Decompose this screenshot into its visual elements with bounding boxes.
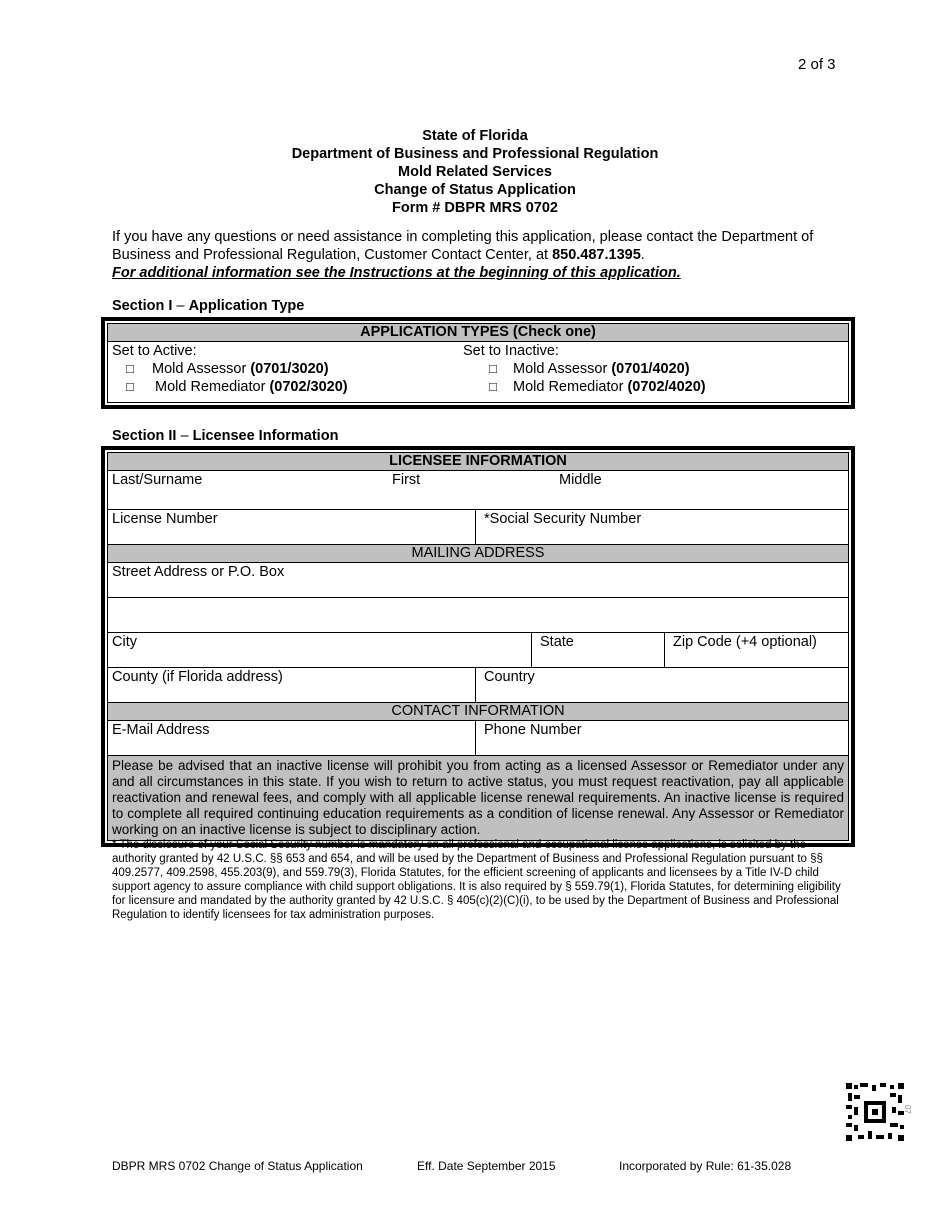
instructions-note: For additional information see the Instructions at the beginning of this application. xyxy=(112,265,681,281)
mailing-address-header: MAILING ADDRESS xyxy=(108,545,848,563)
license-number-field[interactable]: License Number xyxy=(112,511,218,527)
checkbox-icon[interactable]: □ xyxy=(489,379,497,394)
inactive-license-notice: Please be advised that an inactive license will prohibit you from acting as a licensed Assessor or Remediator under any and all circumstances in this state. If you wish to return to active status, you must request reactivation, pay all applicable reactivation and renewal fees, and comply with all applicable license renewal requirements. An inactive license is required to complete all required continuing education requirements as a condition of license renewal. Any Assessor or Remediator working on an inactive license is subject to disciplinary action. xyxy=(108,756,848,840)
country-field[interactable]: Country xyxy=(475,668,848,702)
county-field[interactable]: County (if Florida address) xyxy=(112,669,283,685)
county-row xyxy=(108,668,848,703)
license-row xyxy=(108,510,848,545)
street-row-2 xyxy=(108,598,848,633)
city-row xyxy=(108,633,848,668)
contact-row xyxy=(108,721,848,756)
intro-text: If you have any questions or need assistance in completing this application, please contact the Department of Business and Professional Regulation, Customer Contact Center, at xyxy=(112,229,814,263)
inactive-column xyxy=(463,342,706,396)
option-assessor-inactive[interactable]: □ Mold Assessor (0701/4020) xyxy=(489,361,690,377)
state-field[interactable]: State xyxy=(531,633,664,667)
form-header xyxy=(0,127,950,217)
section2-title: Section II – Licensee Information xyxy=(112,428,339,444)
barcode-number: 07 xyxy=(902,1105,912,1114)
set-inactive-label: Set to Inactive: xyxy=(463,343,559,359)
intro-paragraph xyxy=(112,228,842,282)
ssn-disclosure-footnote: * The disclosure of your Social Security number is mandatory on all professional and occupational license applications, is solicited by the authority granted by 42 U.S.C. §§ 653 and 654, and will be used by the Department of Business and Professional Regulation pursuant to §§ 409.2577, 409.2598, 455.203(9), and 559.79(3), Florida Statutes, for the efficient screening of applicants and licensees by a Title IV-D child support agency to assure compliance with child support obligations. It is also required by § 559.79(1), Florida Statutes, for determining eligibility for licensure and mandated by the authority granted by 42 U.S.C. § 405(c)(2)(C)(i), to be used by the Department of Business and Professional Regulation to identify licensees for tax administration purposes. xyxy=(112,839,841,921)
barcode-icon xyxy=(846,1083,904,1141)
name-row[interactable] xyxy=(108,471,848,510)
middle-name-field[interactable]: Middle xyxy=(559,472,602,488)
contact-information-header: CONTACT INFORMATION xyxy=(108,703,848,721)
city-field[interactable]: City xyxy=(112,634,137,650)
checkbox-icon[interactable]: □ xyxy=(126,379,134,394)
contact-phone: 850.487.1395 xyxy=(552,247,641,263)
active-column xyxy=(112,342,348,396)
header-form-number: Form # DBPR MRS 0702 xyxy=(392,200,558,216)
header-program: Mold Related Services xyxy=(398,164,552,180)
zip-code-field[interactable]: Zip Code (+4 optional) xyxy=(664,633,848,667)
set-active-label: Set to Active: xyxy=(112,343,197,359)
section1-title: Section I – Application Type xyxy=(112,298,305,314)
checkbox-icon[interactable]: □ xyxy=(126,361,134,376)
header-department: Department of Business and Professional Regulation xyxy=(291,146,659,162)
intro-period: . xyxy=(640,247,645,263)
ssn-field[interactable]: *Social Security Number xyxy=(475,510,848,544)
footer-rule: Incorporated by Rule: 61-35.028 xyxy=(619,1159,792,1173)
application-types-table xyxy=(101,317,855,409)
header-form-title: Change of Status Application xyxy=(374,182,576,198)
footer-form-name: DBPR MRS 0702 Change of Status Application xyxy=(112,1159,363,1173)
phone-field[interactable]: Phone Number xyxy=(475,721,848,755)
licensee-information-header: LICENSEE INFORMATION xyxy=(108,453,848,471)
footer-effective-date: Eff. Date September 2015 xyxy=(417,1159,556,1173)
street-address-line2-field[interactable] xyxy=(108,598,848,632)
licensee-information-table xyxy=(101,446,855,847)
street-address-field[interactable]: Street Address or P.O. Box xyxy=(112,564,285,580)
header-state: State of Florida xyxy=(422,128,528,144)
option-remediator-active[interactable]: □ Mold Remediator (0702/3020) xyxy=(126,379,348,395)
last-name-field[interactable]: Last/Surname xyxy=(112,472,203,488)
application-types-header: APPLICATION TYPES (Check one) xyxy=(108,324,848,342)
email-field[interactable]: E-Mail Address xyxy=(112,722,210,738)
page-number: 2 of 3 xyxy=(798,56,836,73)
first-name-field[interactable]: First xyxy=(392,472,421,488)
checkbox-icon[interactable]: □ xyxy=(489,361,497,376)
street-row xyxy=(108,563,848,598)
option-remediator-inactive[interactable]: □ Mold Remediator (0702/4020) xyxy=(489,379,706,395)
option-assessor-active[interactable]: □ Mold Assessor (0701/3020) xyxy=(126,361,329,377)
